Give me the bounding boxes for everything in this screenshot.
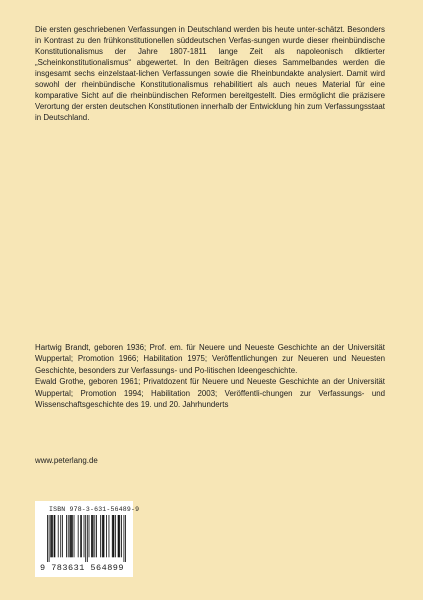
barcode-bar bbox=[80, 515, 81, 557]
blurb-text: Die ersten geschriebenen Verfassungen in Deutschland werden bis heute unter-schätzt. Besonders in Kontrast zu den frühkonstitutionellen süddeutschen Verfas-sungen wurde dieser rheinbündische Konstitutionalismus der Jahre 1807-1811 lange Zeit als napoleonisch diktierter „Scheinkonstitutionalismus“ abgewertet. In den Beiträgen dieses Sammelbandes werden die insgesamt sechs einzelstaat-lichen Verfassungen sowie die Rheinbundakte analysiert. Damit wird sowohl der rheinbündische Konstitutionalismus rehabilitiert als auch neues Material für eine komparative Sicht auf die rheinbündischen Reformen bereitgestellt. Dies ermöglicht die präzisere Verortung der ersten deutschen Konstitutionen innerhalb der Entwicklung hin zum Verfassungsstaat in Deutschland. bbox=[35, 25, 385, 122]
barcode-bar bbox=[78, 515, 79, 557]
barcode-bar bbox=[72, 515, 73, 557]
barcode-bar bbox=[84, 515, 85, 557]
back-cover-blurb bbox=[35, 24, 385, 123]
barcode-bar bbox=[68, 515, 69, 557]
publisher-website[interactable]: www.peterlang.de bbox=[35, 456, 98, 465]
isbn-barcode bbox=[35, 501, 140, 577]
barcode-bar bbox=[100, 515, 101, 557]
barcode-bar bbox=[81, 515, 82, 557]
barcode-bar bbox=[70, 515, 71, 557]
author-bios bbox=[35, 342, 385, 410]
barcode-bar bbox=[51, 515, 52, 557]
barcode-bar bbox=[114, 515, 115, 557]
barcode-bar bbox=[109, 515, 110, 557]
author-bio-brandt: Hartwig Brandt, geboren 1936; Prof. em. für Neuere und Neueste Geschichte an der Universität Wuppertal; Promotion 1966; Habilitation 1975; Veröffentlichungen zur Neueren und Neuesten Geschichte, besonders zur Verfassungs- und Po-litischen Ideengeschichte. bbox=[35, 343, 385, 375]
barcode-bar bbox=[121, 515, 122, 557]
barcode-bar bbox=[113, 515, 114, 557]
barcode-bar bbox=[58, 515, 59, 557]
barcode-bar bbox=[71, 515, 72, 557]
barcode-bar bbox=[103, 515, 104, 557]
barcode-bar bbox=[85, 515, 86, 562]
barcode-bar bbox=[89, 515, 90, 557]
barcode-bar bbox=[119, 515, 120, 557]
barcode-bar bbox=[50, 515, 51, 557]
barcode-bar bbox=[87, 515, 88, 562]
barcode-bar bbox=[96, 515, 97, 557]
barcode-bar bbox=[60, 515, 61, 557]
barcode-bar bbox=[91, 515, 92, 557]
barcode-bar bbox=[106, 515, 107, 557]
barcode-bar bbox=[52, 515, 53, 557]
barcode-bar bbox=[119, 515, 120, 557]
barcode-bars bbox=[47, 515, 126, 562]
barcode-bar bbox=[118, 515, 119, 557]
barcode-bar bbox=[69, 515, 70, 557]
ean-digits: 9 783631 564899 bbox=[40, 563, 125, 573]
barcode-bar bbox=[49, 515, 50, 562]
barcode-bar bbox=[112, 515, 113, 557]
barcode-bar bbox=[93, 515, 94, 557]
barcode-bar bbox=[92, 515, 93, 557]
barcode-bar bbox=[104, 515, 105, 557]
barcode-bar bbox=[66, 515, 67, 557]
barcode-bar bbox=[47, 515, 48, 562]
barcode-bar bbox=[124, 515, 125, 562]
author-bio-grothe: Ewald Grothe, geboren 1961; Privatdozent für Neuere und Neueste Geschichte an der Universität Wuppertal; Promotion 1994; Habilitation 2003; Veröffentli-chungen zur Verfassungs- und Wissenschaftsgeschichte des 19. und 20. Jahrhunderts bbox=[35, 377, 385, 410]
isbn-label: ISBN 978-3-631-56489-9 bbox=[49, 506, 140, 513]
barcode-bar bbox=[74, 515, 75, 557]
barcode-bar bbox=[115, 515, 116, 557]
barcode-bar bbox=[54, 515, 55, 557]
barcode-bar bbox=[102, 515, 103, 557]
barcode-bar bbox=[94, 515, 95, 557]
barcode-bar bbox=[125, 515, 126, 562]
barcode-bar bbox=[62, 515, 63, 557]
barcode-bar bbox=[54, 515, 55, 557]
